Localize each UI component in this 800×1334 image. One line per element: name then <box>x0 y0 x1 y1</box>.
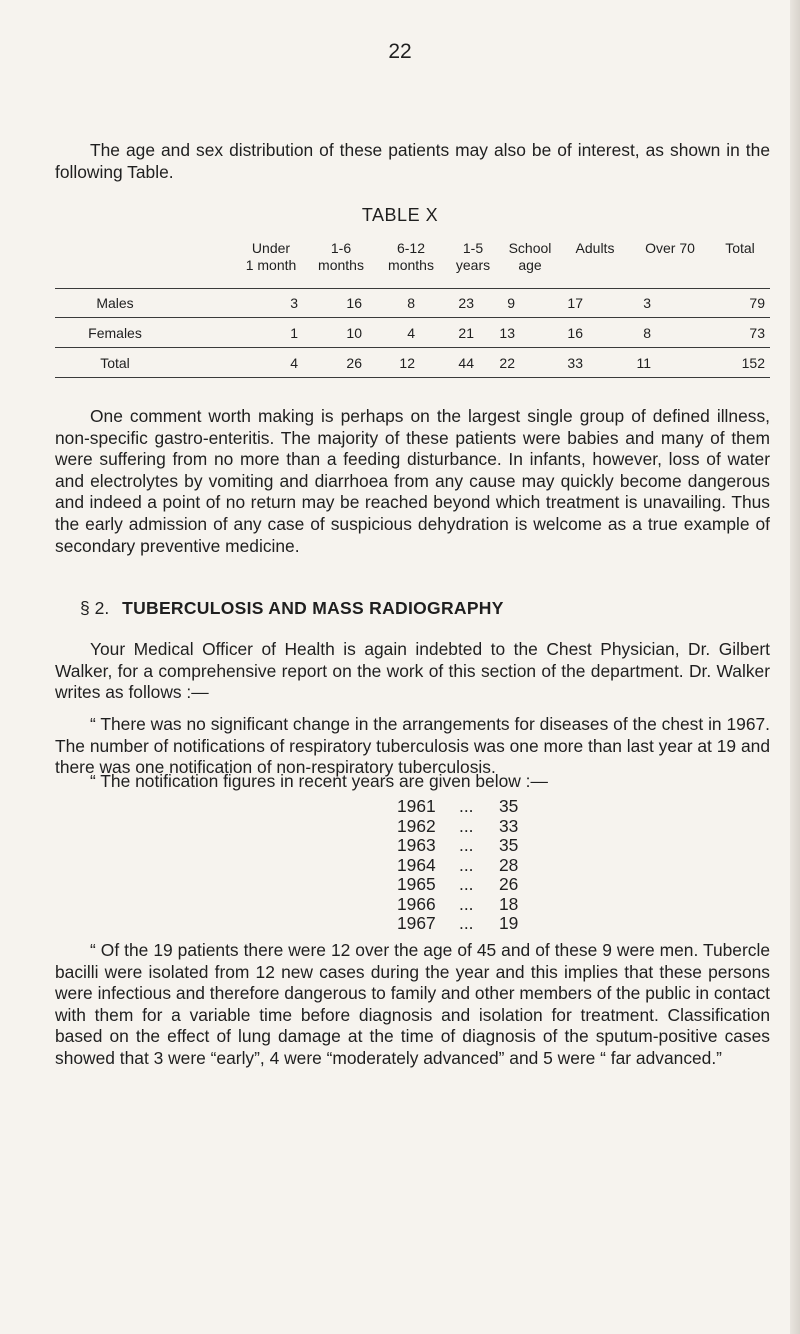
table-cell: 16 <box>346 295 362 311</box>
list-item: 1962 ... 33 <box>397 815 519 836</box>
table-cell: 1 <box>290 325 298 341</box>
table-rule <box>55 347 770 348</box>
table-cell: 17 <box>567 295 583 311</box>
table-cell: 9 <box>507 295 515 311</box>
col-header-total: Total <box>725 240 755 256</box>
table-row-total <box>55 349 770 377</box>
table-cell: 4 <box>407 325 415 341</box>
list-item: 1963 ... 35 <box>397 835 519 855</box>
table-cell: 22 <box>499 355 515 371</box>
notification-intro: “ The notification figures in recent years are given below :— <box>90 771 548 791</box>
arrangements-paragraph: “ There was no significant change in the arrangements for diseases of the chest in 1967. The number of notifications of respiratory tuberculosis was one more than last year at 19 and there was one notification of non-respiratory tuberculosis. <box>55 714 770 778</box>
table-row-males <box>55 289 770 317</box>
list-item: 1966 ... 18 <box>397 893 519 914</box>
gastro-enteritis-paragraph: One comment worth making is perhaps on the largest single group of defined illness, non-specific gastro-enteritis. The majority of these patients were babies and many of them were suffering from no more than a feeding disturbance. In infants, however, loss of water and electrolytes by vomiting and diarrhoea from any cause may quickly become dangerous and indeed a point of no return may be reached beyond which treatment is unavailing. Thus the early admission of any case of suspicious dehydration is welcome as a true example of secondary preventive medicine. <box>55 406 770 556</box>
col-header-school-age: School age <box>508 240 552 273</box>
col-header-1-5-years: 1-5 years <box>455 240 491 273</box>
table-cell: 8 <box>407 295 415 311</box>
section-title: TUBERCULOSIS AND MASS RADIOGRAPHY <box>122 598 504 618</box>
table-cell: 73 <box>749 325 765 341</box>
table-cell: 4 <box>290 355 298 371</box>
col-header-over-70: Over 70 <box>645 240 695 256</box>
notification-figures-list <box>397 796 547 933</box>
table-cell: 152 <box>741 355 765 371</box>
list-item: 1965 ... 26 <box>397 874 519 894</box>
table-rule <box>55 377 770 378</box>
col-header-under-1-month: Under 1 month <box>245 240 297 273</box>
col-header-1-6-months: 1-6 months <box>318 240 364 273</box>
table-cell: 10 <box>346 325 362 341</box>
table-cell: 3 <box>643 295 651 311</box>
table-cell: 11 <box>636 355 651 371</box>
col-header-6-12-months: 6-12 months <box>388 240 434 273</box>
table-cell: 44 <box>458 355 474 371</box>
table-cell: 16 <box>567 325 583 341</box>
table-cell: 79 <box>749 295 765 311</box>
section-number: § 2. <box>80 598 110 618</box>
table-cell: 8 <box>643 325 651 341</box>
list-item: 1961 ... 35 <box>397 796 519 816</box>
table-cell: 13 <box>499 325 515 341</box>
row-label: Males <box>96 295 134 311</box>
table-cell: 12 <box>399 355 415 371</box>
page-edge-shadow <box>790 0 800 1334</box>
row-label: Females <box>88 325 142 341</box>
table-cell: 23 <box>458 295 474 311</box>
table-cell: 21 <box>458 325 474 341</box>
table-cell: 33 <box>567 355 583 371</box>
table-title: TABLE X <box>361 205 439 225</box>
table-rule <box>55 317 770 318</box>
col-header-adults: Adults <box>575 240 615 256</box>
row-label: Total <box>100 355 130 371</box>
list-item: 1964 ... 28 <box>397 854 519 875</box>
page-number: 22 <box>388 40 412 63</box>
table-row-females <box>55 319 770 347</box>
list-item: 1967 ... 19 <box>397 913 519 933</box>
chest-physician-paragraph: Your Medical Officer of Health is again indebted to the Chest Physician, Dr. Gilbert Walker, for a comprehensive report on the work of this section of the department. Dr. Walker writes as follows :— <box>55 639 770 703</box>
table-cell: 26 <box>346 355 362 371</box>
patients-paragraph: “ Of the 19 patients there were 12 over the age of 45 and of these 9 were men. Tubercle bacilli were isolated from 12 new cases during the year and this implies that these persons were infectious and therefore dangerous to family and other members of the public in contact with them for a variable time before diagnosis and isolation for treatment. Classification based on the effect of lung damage at the time of diagnosis of the sputum-positive cases showed that 3 were “early”, 4 were “moderately advanced” and 5 were “ far advanced.” <box>55 940 770 1068</box>
section-heading <box>55 598 770 619</box>
intro-paragraph: The age and sex distribution of these patients may also be of interest, as shown in the following Table. <box>55 140 770 182</box>
table-cell: 3 <box>290 295 298 311</box>
